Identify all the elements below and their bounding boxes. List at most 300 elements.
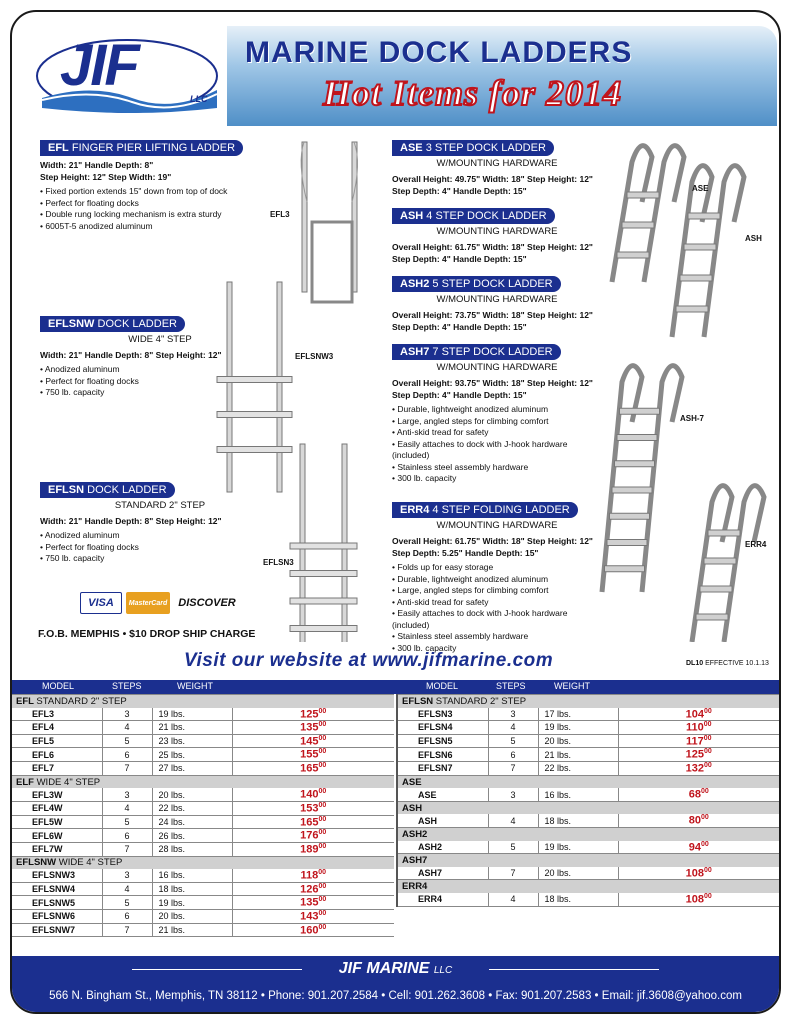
cell-steps: 7 bbox=[488, 867, 538, 880]
price-cents: 00 bbox=[318, 762, 327, 770]
visa-card: VISA bbox=[80, 592, 122, 614]
col-model-left: MODEL bbox=[42, 681, 75, 691]
price-dollars: 68 bbox=[688, 788, 701, 801]
product-spec: Step Depth: 5.25" Handle Depth: 15" bbox=[392, 548, 539, 558]
product-name: DOCK LADDER bbox=[97, 318, 177, 330]
table-group-row bbox=[398, 801, 779, 814]
product-features bbox=[40, 364, 280, 399]
price-dollars: 94 bbox=[688, 841, 701, 854]
cell-steps: 4 bbox=[488, 721, 538, 735]
cell-model: EFL4W bbox=[12, 801, 102, 815]
group-code: ASE bbox=[402, 776, 422, 788]
ash-step bbox=[684, 244, 716, 250]
group-code: EFLSN bbox=[402, 695, 434, 707]
err4-step bbox=[700, 586, 732, 592]
discover-card: DISCOVER bbox=[174, 592, 240, 614]
cell-steps: 6 bbox=[488, 748, 538, 762]
product-heading bbox=[40, 316, 185, 332]
cell-price bbox=[232, 896, 394, 910]
ladder-label: ASH-7 bbox=[680, 414, 705, 423]
cell-model: ASE bbox=[398, 788, 488, 801]
ase-step bbox=[627, 192, 659, 198]
table-row bbox=[398, 841, 779, 854]
err4-step bbox=[708, 530, 740, 536]
ase-step bbox=[617, 252, 649, 258]
price-table-left bbox=[12, 694, 394, 937]
price-cents: 00 bbox=[700, 814, 709, 822]
price-cents: 00 bbox=[318, 923, 327, 931]
cell-weight: 27 lbs. bbox=[152, 762, 232, 776]
doc-code bbox=[686, 660, 769, 667]
cell-price bbox=[232, 762, 394, 776]
group-code: ASH2 bbox=[402, 828, 428, 840]
cell-steps: 7 bbox=[102, 762, 152, 776]
err4-step bbox=[696, 614, 728, 620]
product-heading bbox=[392, 344, 561, 360]
ladder-label: EFLSNW3 bbox=[295, 352, 334, 361]
price-cents: 00 bbox=[703, 734, 712, 742]
table-row bbox=[12, 708, 394, 721]
product-code: ASH7 bbox=[400, 346, 430, 358]
cell-weight: 19 lbs. bbox=[538, 841, 618, 854]
cell-model: EFL5 bbox=[12, 734, 102, 748]
table-group-row bbox=[398, 880, 779, 893]
product-subtitle: W/MOUNTING HARDWARE bbox=[436, 362, 558, 373]
ash7-step bbox=[607, 540, 647, 546]
price-cents: 00 bbox=[704, 866, 712, 874]
cell-price bbox=[232, 734, 394, 748]
cell-weight: 21 lbs. bbox=[152, 923, 232, 937]
cell-model: EFLSNW5 bbox=[12, 896, 102, 910]
price-cents: 00 bbox=[704, 707, 712, 715]
col-weight-left: WEIGHT bbox=[177, 681, 213, 691]
product-spec: Step Height: 12" Step Width: 19" bbox=[40, 172, 172, 182]
cell-steps: 4 bbox=[488, 893, 538, 906]
cell-steps: 4 bbox=[102, 721, 152, 735]
product-code: EFL bbox=[48, 142, 69, 154]
cell-price bbox=[618, 721, 779, 735]
cell-model: EFLSNW7 bbox=[12, 923, 102, 937]
jif-logo bbox=[32, 28, 222, 118]
cell-model: EFL5W bbox=[12, 815, 102, 829]
table-row bbox=[398, 734, 779, 748]
cell-price bbox=[232, 801, 394, 815]
eflsn-step bbox=[290, 598, 357, 604]
product-spec: Step Depth: 4" Handle Depth: 15" bbox=[392, 254, 527, 264]
cell-model: EFLSN7 bbox=[398, 762, 488, 776]
group-title bbox=[398, 854, 779, 867]
product-heading bbox=[392, 502, 578, 518]
flyer bbox=[10, 10, 781, 1014]
cell-weight: 18 lbs. bbox=[538, 893, 618, 906]
product-code: ERR4 bbox=[400, 504, 430, 516]
ash7-rail-left bbox=[602, 366, 642, 592]
cell-model: EFL7W bbox=[12, 842, 102, 856]
product-name: 4 STEP DOCK LADDER bbox=[426, 210, 547, 222]
ash-step bbox=[676, 306, 708, 312]
col-weight-right: WEIGHT bbox=[554, 681, 590, 691]
table-row bbox=[398, 748, 779, 762]
cell-steps: 7 bbox=[102, 923, 152, 937]
cell-price bbox=[618, 734, 779, 748]
product-name: DOCK LADDER bbox=[87, 484, 167, 496]
product-ase bbox=[392, 138, 602, 197]
feature-item: • Anti-skid tread for safety bbox=[392, 427, 602, 439]
product-subtitle: W/MOUNTING HARDWARE bbox=[436, 294, 558, 305]
price-cents: 00 bbox=[318, 842, 327, 850]
price-cents: 00 bbox=[704, 762, 712, 770]
col-steps-right: STEPS bbox=[496, 681, 526, 691]
product-spec: Overall Height: 49.75" Width: 18" Step Height: 12" bbox=[392, 174, 593, 184]
cell-price bbox=[232, 923, 394, 937]
table-group-row bbox=[398, 775, 779, 788]
product-spec: Overall Height: 61.75" Width: 18" Step Height: 12" bbox=[392, 242, 593, 252]
table-header-bar bbox=[12, 680, 779, 694]
cell-weight: 19 lbs. bbox=[152, 896, 232, 910]
price-dollars: 165 bbox=[300, 816, 319, 829]
table-row bbox=[398, 762, 779, 776]
cell-price bbox=[618, 788, 779, 801]
feature-item: • Large, angled steps for climbing comfort bbox=[392, 416, 602, 428]
footer-brand bbox=[12, 960, 779, 978]
feature-item: • 6005T-5 anodized aluminum bbox=[40, 221, 280, 233]
table-row bbox=[12, 869, 394, 882]
group-title bbox=[398, 775, 779, 788]
product-code: EFLSNW bbox=[48, 318, 95, 330]
cell-price bbox=[232, 842, 394, 856]
cell-steps: 3 bbox=[488, 708, 538, 721]
product-name: 3 STEP DOCK LADDER bbox=[425, 142, 546, 154]
price-dollars: 110 bbox=[685, 721, 704, 734]
price-dollars: 104 bbox=[685, 708, 705, 721]
price-dollars: 117 bbox=[685, 735, 704, 748]
price-dollars: 125 bbox=[685, 749, 705, 762]
feature-item: • Double rung locking mechanism is extra sturdy bbox=[40, 209, 280, 221]
cell-steps: 6 bbox=[102, 910, 152, 924]
price-dollars: 135 bbox=[300, 897, 319, 910]
table-row bbox=[12, 721, 394, 735]
table-row bbox=[398, 814, 779, 827]
product-subtitle: WIDE 4" STEP bbox=[128, 334, 192, 345]
ash7-step bbox=[610, 513, 650, 519]
cell-steps: 6 bbox=[102, 829, 152, 843]
product-code: ASH bbox=[400, 210, 424, 222]
product-eflsnw bbox=[40, 314, 280, 399]
cell-weight: 21 lbs. bbox=[538, 748, 618, 762]
price-dollars: 132 bbox=[685, 762, 705, 775]
cell-weight: 22 lbs. bbox=[152, 801, 232, 815]
eflsn-step bbox=[290, 571, 357, 577]
group-desc: WIDE 4" STEP bbox=[58, 857, 123, 869]
cell-weight: 21 lbs. bbox=[152, 721, 232, 735]
cell-steps: 7 bbox=[102, 842, 152, 856]
product-subtitle: STANDARD 2" STEP bbox=[114, 500, 206, 511]
product-heading bbox=[392, 140, 554, 156]
price-dollars: 145 bbox=[300, 735, 319, 748]
price-cents: 00 bbox=[318, 721, 327, 729]
group-code: EFLSNW bbox=[16, 857, 57, 869]
table-row bbox=[12, 842, 394, 856]
group-code: ASH7 bbox=[402, 855, 428, 866]
product-code: EFLSN bbox=[48, 484, 85, 496]
cell-model: EFL6W bbox=[12, 829, 102, 843]
cell-steps: 3 bbox=[488, 788, 538, 801]
table-row bbox=[398, 708, 779, 721]
feature-item: • Fixed portion extends 15" down from top of dock bbox=[40, 186, 280, 198]
cell-price bbox=[232, 829, 394, 843]
price-dollars: 165 bbox=[300, 762, 319, 775]
cell-model: EFL3W bbox=[12, 788, 102, 801]
table-row bbox=[398, 788, 779, 801]
price-dollars: 143 bbox=[300, 910, 319, 923]
product-code: ASH2 bbox=[400, 278, 430, 290]
ladder-label: ASE bbox=[692, 184, 709, 193]
cell-weight: 19 lbs. bbox=[152, 708, 232, 721]
cell-price bbox=[232, 815, 394, 829]
cell-weight: 20 lbs. bbox=[152, 910, 232, 924]
cell-model: EFLSN5 bbox=[398, 734, 488, 748]
feature-item: • Perfect for floating docks bbox=[40, 376, 280, 388]
feature-item: • Stainless steel assembly hardware bbox=[392, 462, 602, 474]
price-cents: 00 bbox=[318, 896, 327, 904]
price-cents: 00 bbox=[318, 910, 327, 918]
group-title bbox=[398, 801, 779, 814]
price-table-right bbox=[396, 694, 779, 907]
feature-item: • Anti-skid tread for safety bbox=[392, 597, 602, 609]
website-link[interactable]: Visit our website at www.jifmarine.com bbox=[184, 650, 554, 671]
price-dollars: 189 bbox=[300, 843, 319, 856]
footer-brand-name: JIF MARINE bbox=[338, 960, 430, 977]
cell-price bbox=[618, 762, 779, 776]
group-title bbox=[398, 828, 779, 841]
product-ash7 bbox=[392, 342, 602, 485]
table-group-row bbox=[398, 695, 779, 708]
cell-steps: 4 bbox=[102, 801, 152, 815]
efl-rope bbox=[301, 142, 357, 202]
ladder-label: EFL3 bbox=[270, 210, 290, 219]
cell-weight: 22 lbs. bbox=[538, 762, 618, 776]
efl-frame bbox=[312, 222, 352, 302]
cell-weight: 20 lbs. bbox=[152, 788, 232, 801]
cell-price bbox=[618, 841, 779, 854]
cell-steps: 5 bbox=[102, 815, 152, 829]
price-cents: 00 bbox=[318, 748, 327, 756]
group-title bbox=[12, 695, 394, 708]
efl-rail-left bbox=[302, 142, 307, 292]
ash-step bbox=[680, 275, 712, 281]
product-subtitle: W/MOUNTING HARDWARE bbox=[436, 520, 558, 531]
doc-code-id: DL10 bbox=[686, 660, 704, 667]
cell-weight: 26 lbs. bbox=[152, 829, 232, 843]
feature-item: • Stainless steel assembly hardware bbox=[392, 631, 602, 643]
feature-item: • 750 lb. capacity bbox=[40, 553, 280, 565]
product-err4 bbox=[392, 500, 602, 654]
product-spec: Width: 21" Handle Depth: 8" Step Height: 12" bbox=[40, 516, 222, 526]
cell-model: ASH2 bbox=[398, 841, 488, 854]
cell-model: EFLSNW3 bbox=[12, 869, 102, 882]
mastercard-card: MasterCard bbox=[126, 592, 170, 614]
cell-steps: 7 bbox=[488, 762, 538, 776]
product-features bbox=[392, 404, 602, 485]
group-code: ELF bbox=[16, 776, 34, 788]
feature-item: • Easily attaches to dock with J-hook hardware (included) bbox=[392, 608, 602, 631]
logo-text: JIF bbox=[60, 33, 138, 98]
product-ash2 bbox=[392, 274, 602, 333]
cell-weight: 16 lbs. bbox=[152, 869, 232, 882]
table-row bbox=[12, 896, 394, 910]
product-heading bbox=[392, 208, 555, 224]
product-spec: Step Depth: 4" Handle Depth: 15" bbox=[392, 186, 527, 196]
fob-text: F.O.B. MEMPHIS • $10 DROP SHIP CHARGE bbox=[38, 628, 256, 640]
price-dollars: 126 bbox=[300, 883, 319, 896]
product-ash bbox=[392, 206, 602, 265]
group-desc: WIDE 4" STEP bbox=[36, 776, 101, 788]
product-spec: Overall Height: 61.75" Width: 18" Step Height: 12" bbox=[392, 536, 593, 546]
cell-weight: 23 lbs. bbox=[152, 734, 232, 748]
feature-item: • 750 lb. capacity bbox=[40, 387, 280, 399]
table-group-row bbox=[12, 775, 394, 788]
ash7-step bbox=[605, 566, 645, 572]
price-dollars: 135 bbox=[300, 721, 319, 734]
feature-item: • Folds up for easy storage bbox=[392, 562, 602, 574]
table-group-row bbox=[12, 695, 394, 708]
cell-model: ASH7 bbox=[398, 867, 488, 880]
price-cents: 00 bbox=[318, 815, 327, 823]
product-spec: Overall Height: 93.75" Width: 18" Step Height: 12" bbox=[392, 378, 593, 388]
product-features bbox=[40, 530, 280, 565]
price-dollars: 176 bbox=[300, 829, 319, 842]
ash7-rail-right bbox=[642, 366, 682, 592]
product-features bbox=[40, 186, 280, 232]
price-cents: 00 bbox=[318, 707, 327, 715]
cell-weight: 20 lbs. bbox=[538, 867, 618, 880]
table-row bbox=[398, 893, 779, 906]
cell-model: EFL6 bbox=[12, 748, 102, 762]
cell-model: EFLSN6 bbox=[398, 748, 488, 762]
cell-steps: 5 bbox=[488, 734, 538, 748]
product-heading bbox=[40, 482, 175, 498]
group-desc: STANDARD 2" STEP bbox=[435, 695, 527, 707]
cell-weight: 17 lbs. bbox=[538, 708, 618, 721]
cell-steps: 3 bbox=[102, 708, 152, 721]
cell-price bbox=[232, 910, 394, 924]
group-code: ERR4 bbox=[402, 881, 428, 893]
price-dollars: 125 bbox=[300, 708, 319, 721]
ladder-label: ERR4 bbox=[745, 540, 767, 549]
product-name: FINGER PIER LIFTING LADDER bbox=[71, 142, 236, 154]
cell-model: EFL3 bbox=[12, 708, 102, 721]
cell-steps: 4 bbox=[102, 882, 152, 896]
product-efl bbox=[40, 138, 280, 232]
cell-weight: 19 lbs. bbox=[538, 721, 618, 735]
cell-weight: 16 lbs. bbox=[538, 788, 618, 801]
cell-model: EFLSN3 bbox=[398, 708, 488, 721]
price-cents: 00 bbox=[700, 840, 709, 848]
eflsnw-step bbox=[217, 447, 292, 453]
feature-item: • Perfect for floating docks bbox=[40, 542, 280, 554]
price-cents: 00 bbox=[704, 748, 712, 756]
eflsnw-step bbox=[217, 412, 292, 418]
table-row bbox=[12, 762, 394, 776]
price-dollars: 153 bbox=[300, 802, 319, 815]
err4-step bbox=[704, 558, 736, 564]
cell-weight: 25 lbs. bbox=[152, 748, 232, 762]
logo-llc: LLC bbox=[190, 94, 208, 104]
doc-effective: EFFECTIVE 10.1.13 bbox=[705, 660, 769, 667]
product-subtitle: W/MOUNTING HARDWARE bbox=[436, 226, 558, 237]
product-eflsn bbox=[40, 480, 280, 565]
cell-steps: 5 bbox=[102, 734, 152, 748]
cell-steps: 4 bbox=[488, 814, 538, 827]
cell-price bbox=[232, 788, 394, 801]
group-code: EFL bbox=[16, 695, 34, 707]
cell-weight: 28 lbs. bbox=[152, 842, 232, 856]
eflsn-step bbox=[290, 543, 357, 549]
feature-item: • Durable, lightweight anodized aluminum bbox=[392, 574, 602, 586]
product-code: ASE bbox=[400, 142, 423, 154]
table-row bbox=[398, 867, 779, 880]
table-row bbox=[12, 829, 394, 843]
ash7-step bbox=[615, 461, 655, 467]
page-title: MARINE DOCK LADDERS bbox=[245, 36, 633, 69]
product-spec: Width: 21" Handle Depth: 8" bbox=[40, 160, 154, 170]
cell-steps: 6 bbox=[102, 748, 152, 762]
cell-weight: 24 lbs. bbox=[152, 815, 232, 829]
cell-model: EFL4 bbox=[12, 721, 102, 735]
price-cents: 00 bbox=[318, 869, 327, 877]
group-code: ASH bbox=[402, 802, 423, 814]
feature-item: • Anodized aluminum bbox=[40, 530, 280, 542]
cell-price bbox=[618, 708, 779, 721]
table-group-row bbox=[12, 856, 394, 869]
feature-item: • 300 lb. capacity bbox=[392, 643, 602, 655]
cell-price bbox=[232, 708, 394, 721]
group-title bbox=[12, 775, 394, 788]
price-dollars: 118 bbox=[300, 869, 319, 882]
product-heading bbox=[392, 276, 561, 292]
table-row bbox=[12, 923, 394, 937]
product-spec: Width: 21" Handle Depth: 8" Step Height: 12" bbox=[40, 350, 222, 360]
cell-steps: 5 bbox=[488, 841, 538, 854]
price-cents: 00 bbox=[700, 788, 709, 796]
page-subtitle: Hot Items for 2014 bbox=[323, 73, 623, 113]
cell-steps: 3 bbox=[102, 869, 152, 882]
eflsn-step bbox=[290, 626, 357, 632]
table-row bbox=[398, 721, 779, 735]
ash7-step bbox=[612, 487, 652, 493]
cell-weight: 18 lbs. bbox=[538, 814, 618, 827]
ash7-step bbox=[620, 408, 660, 414]
cell-model: EFLSN4 bbox=[398, 721, 488, 735]
price-dollars: 80 bbox=[688, 815, 701, 828]
product-heading bbox=[40, 140, 243, 156]
price-dollars: 108 bbox=[685, 893, 705, 906]
table-row bbox=[12, 882, 394, 896]
footer bbox=[12, 956, 779, 1012]
cell-steps: 5 bbox=[102, 896, 152, 910]
product-name: 7 STEP DOCK LADDER bbox=[432, 346, 553, 358]
ladder-label: EFLSN3 bbox=[263, 558, 294, 567]
product-spec: Overall Height: 73.75" Width: 18" Step Height: 12" bbox=[392, 310, 593, 320]
table-row bbox=[12, 910, 394, 924]
table-row bbox=[12, 748, 394, 762]
feature-item: • Perfect for floating docks bbox=[40, 198, 280, 210]
price-dollars: 140 bbox=[300, 788, 319, 801]
ladder-label: ASH bbox=[745, 234, 762, 243]
group-desc: STANDARD 2" STEP bbox=[36, 695, 127, 707]
ash-step bbox=[688, 213, 720, 219]
price-cents: 00 bbox=[318, 829, 327, 837]
